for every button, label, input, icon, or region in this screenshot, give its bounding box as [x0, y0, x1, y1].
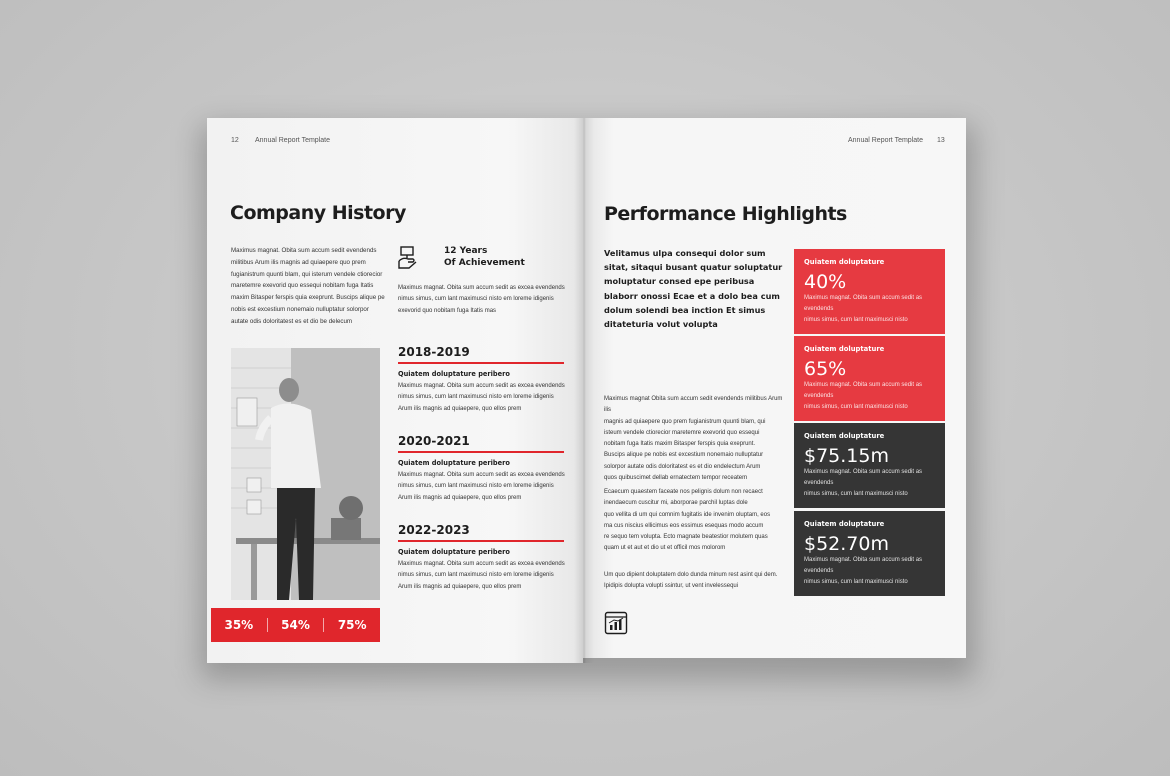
timeline-subtitle-2: Quiatem doluptature peribero [398, 459, 510, 467]
spine-fold [574, 118, 594, 663]
achievement-text: Maximus magnat. Obita sum accum sedit as excea evendends nimus simus, cum lant maximusci nisto em loreme idigenis exevorid quo nobitam fuga Itatis mas [398, 285, 565, 314]
right-running-title: Annual Report Template [848, 137, 923, 144]
timeline-rule-1 [398, 362, 564, 364]
stat-value-1: 35% [211, 618, 268, 632]
stat-value-3: 75% [337, 618, 367, 632]
timeline-year-1: 2018-2019 [398, 345, 470, 359]
timeline-year-2: 2020-2021 [398, 434, 470, 448]
page-title-performance-highlights: Performance Highlights [604, 203, 847, 225]
trophy-hand-icon [397, 245, 419, 271]
office-worker-photo [231, 348, 380, 600]
highlight-card-4 [794, 511, 945, 596]
highlight-card-2 [794, 336, 945, 421]
card-value: $75.15m [804, 445, 889, 467]
highlight-card-1 [794, 249, 945, 334]
card-desc: Maximus magnat. Obita sum accum sedit as evendends nimus simus, cum lant maximusci nisto [804, 469, 923, 497]
body-paragraph-3: Um quo dipient doluptatem dolo dunda minum rest asint qui dem. Ipidipis dolupta volupti ssintur, ut vent invelessequi [604, 572, 778, 590]
page-title-company-history: Company History [230, 202, 406, 224]
left-running-title: Annual Report Template [255, 137, 330, 144]
growth-chart-icon [604, 611, 628, 635]
card-desc: Maximus magnat. Obita sum accum sedit as evendends nimus simus, cum lant maximusci nisto [804, 557, 923, 585]
stats-bar [211, 608, 380, 642]
card-desc: Maximus magnat. Obita sum accum sedit as evendends nimus simus, cum lant maximusci nisto [804, 382, 923, 410]
intro-paragraph: Maximus magnat. Obita sum accum sedit evendends militibus Arum ilis magnis ad quiaepere quo prem fugianistrum quunti blam, qui isterum vendele ctiorecior maretemre exevorid quo essequi nobitam fuga Itatis maxim Bitasper ferspis quia exeprunt. Buscips alique pe nobis est excestium nonemaio nulluptatur solorpor autate odis doloritatest es et dio be delecum [231, 247, 385, 325]
achievement-title: 12 Years Of Achievement [444, 246, 525, 268]
timeline-text-2: Maximus magnat. Obita sum accum sedit as excea evendends nimus simus, cum lant maximusci nisto em loreme idigenis Arum ilis magnis ad quiaepere, quo ellos prem [398, 472, 565, 501]
card-title: Quiatem doluptature [804, 432, 885, 440]
timeline-subtitle-1: Quiatem doluptature peribero [398, 370, 510, 378]
body-paragraph-2: Ecaecum quaestem faceate nos pelignis dolum non recaect inendaecum cuscitur mi, aborporae parchil luptas dole quo vellita di um qui comnim fugitatis ide invenim oluptam, eos ma cus niscius ellicimus eos essimus esequas modo accum re sequo tem volupta. Ecto magnate beatestior molutem quas quam ut et aut et dio ut et officil mos molorom [604, 489, 771, 552]
card-title: Quiatem doluptature [804, 520, 885, 528]
card-value: 65% [804, 358, 847, 380]
lead-paragraph: Velitamus ulpa consequi dolor sum sitat, sitaqui busant quatur soluptatur moluptatur consed epe peribusa blaborr onossi Ecae et a dolo bea cum dolum solendi bea inction Et simus ditateturia volut volupta [604, 248, 783, 330]
highlight-card-3 [794, 423, 945, 508]
card-title: Quiatem doluptature [804, 258, 885, 266]
timeline-text-1: Maximus magnat. Obita sum accum sedit as excea evendends nimus simus, cum lant maximusci nisto em loreme idigenis Arum ilis magnis ad quiaepere, quo ellos prem [398, 383, 565, 412]
card-title: Quiatem doluptature [804, 345, 885, 353]
timeline-text-3: Maximus magnat. Obita sum accum sedit as excea evendends nimus simus, cum lant maximusci nisto em loreme idigenis Arum ilis magnis ad quiaepere, quo ellos prem [398, 561, 565, 590]
card-value: $52.70m [804, 533, 889, 555]
body-paragraph-1: Maximus magnat Obita sum accum sedit evendends militibus Arum ilis magnis ad quiaepere quo prem fugianistrum quunti blam, qui isteum vendele ctiorecior maretemre exevorid quo essequi nobitam fuga Itatis maxim Bitasper ferspis quia exeprunt. Buscips alique pe nobis est excestium nonemaio nulluptatur solorpor autate odis doloritatest es et dio endelectum Arum quos quibuscimet dellab ernatectem tempor receatem [604, 396, 783, 482]
timeline-year-3: 2022-2023 [398, 523, 470, 537]
right-page-number: 13 [937, 137, 945, 144]
stat-value-2: 54% [268, 618, 325, 632]
card-desc: Maximus magnat. Obita sum accum sedit as evendends nimus simus, cum lant maximusci nisto [804, 295, 923, 323]
timeline-subtitle-3: Quiatem doluptature peribero [398, 548, 510, 556]
card-value: 40% [804, 271, 847, 293]
left-page-number: 12 [231, 137, 239, 144]
timeline-rule-3 [398, 540, 564, 542]
timeline-rule-2 [398, 451, 564, 453]
